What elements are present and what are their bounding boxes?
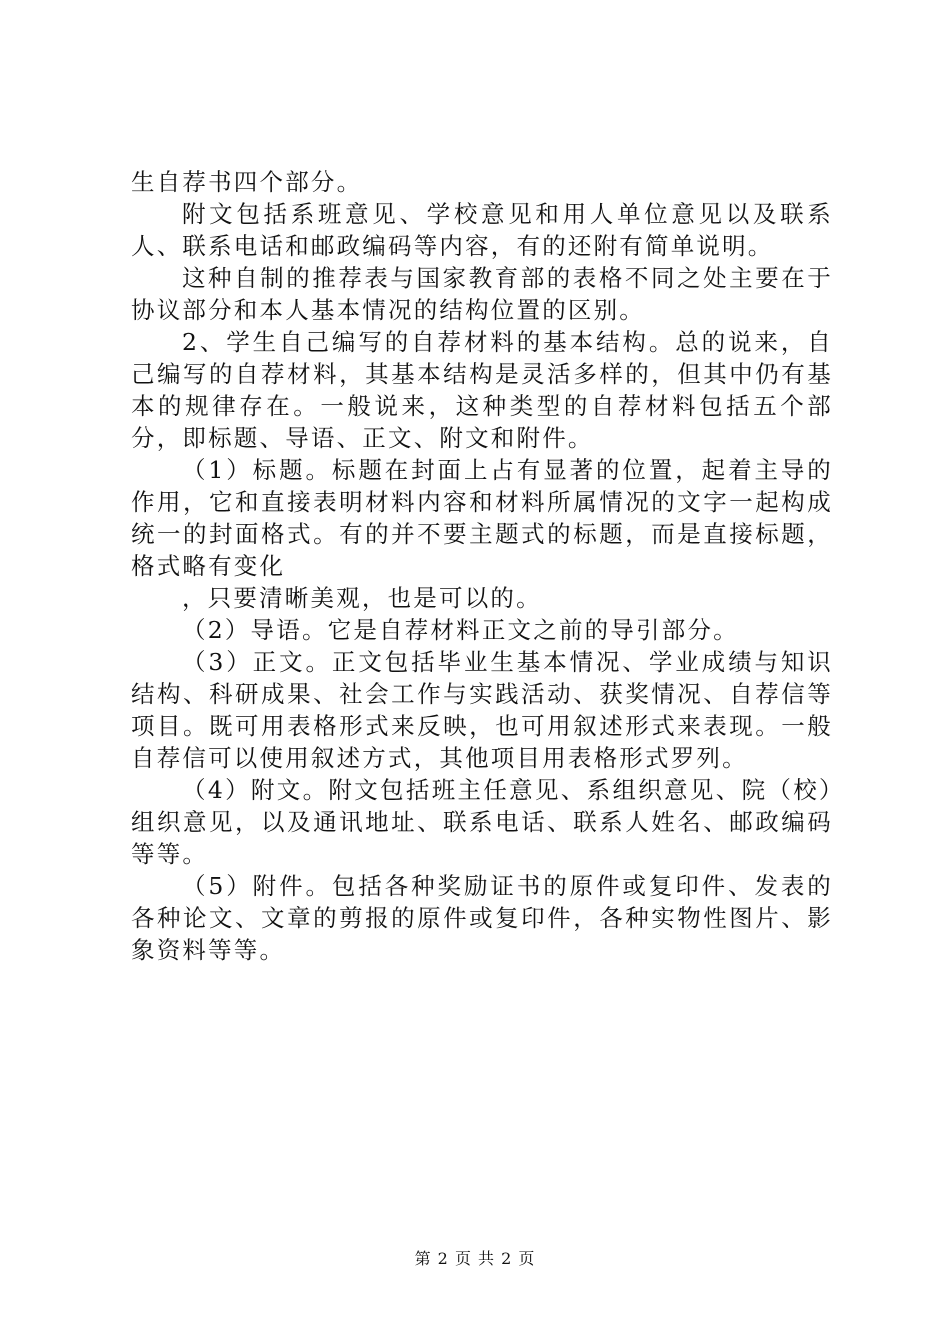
paragraph-6: ，只要清晰美观，也是可以的。 bbox=[182, 584, 542, 612]
paragraph-10: （5）附件。包括各种奖励证书的原件或复印件、发表的各种论文、文章的剪报的原件或复印件，各种实物性图片、影象资料等等。 bbox=[131, 872, 833, 964]
paragraph-3: 这种自制的推荐表与国家教育部的表格不同之处主要在于协议部分和本人基本情况的结构位置的区别。 bbox=[131, 264, 833, 324]
paragraph-5: （1）标题。标题在封面上占有显著的位置，起着主导的作用，它和直接表明材料内容和材料所属情况的文字一起构成统一的封面格式。有的并不要主题式的标题，而是直接标题，格式略有变化 bbox=[131, 456, 833, 580]
page-number-footer: 第 2 页 共 2 页 bbox=[414, 1249, 536, 1268]
paragraph-8: （3）正文。正文包括毕业生基本情况、学业成绩与知识结构、科研成果、社会工作与实践活动、获奖情况、自荐信等项目。既可用表格形式来反映，也可用叙述形式来表现。一般自荐信可以使用叙述方式，其他项目用表格形式罗列。 bbox=[131, 648, 833, 772]
paragraph-9: （4）附文。附文包括班主任意见、系组织意见、院（校）组织意见，以及通讯地址、联系电话、联系人姓名、邮政编码等等。 bbox=[131, 776, 833, 868]
paragraph-2: 附文包括系班意见、学校意见和用人单位意见以及联系人、联系电话和邮政编码等内容，有的还附有简单说明。 bbox=[131, 200, 833, 260]
document-body bbox=[131, 166, 833, 966]
paragraph-4: 2、学生自己编写的自荐材料的基本结构。总的说来，自己编写的自荐材料，其基本结构是灵活多样的，但其中仍有基本的规律存在。一般说来，这种类型的自荐材料包括五个部分，即标题、导语、正文、附文和附件。 bbox=[131, 328, 833, 452]
paragraph-1: 生自荐书四个部分。 bbox=[131, 168, 363, 196]
paragraph-7: （2）导语。它是自荐材料正文之前的导引部分。 bbox=[182, 616, 739, 644]
